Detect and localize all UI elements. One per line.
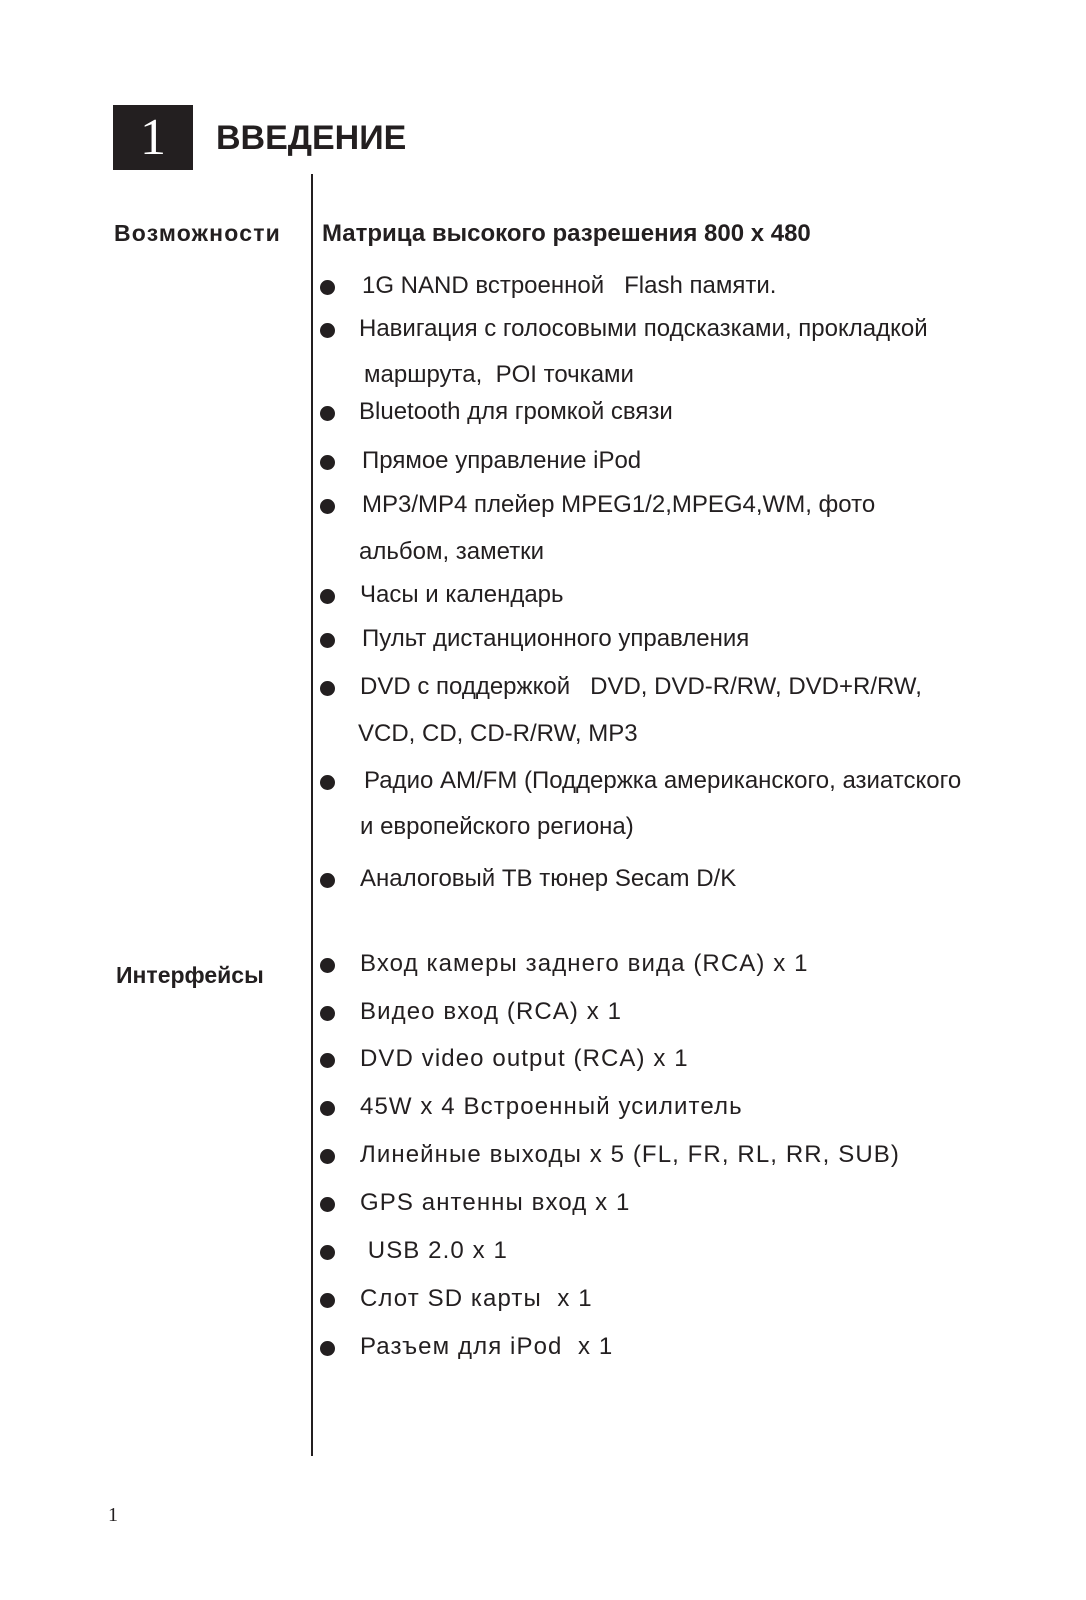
interface-item-text: Видео вход (RCA) x 1 [360,998,623,1025]
interface-item-text: DVD video output (RCA) x 1 [360,1045,689,1072]
interfaces-label: Интерфейсы [116,962,264,988]
features-label: Возможности [114,220,282,246]
bullet-icon [320,958,335,973]
feature-item-text-continued: и европейского региона) [360,813,634,840]
interface-item-text: Разъем для iPod x 1 [360,1333,614,1360]
bullet-icon [320,1006,335,1021]
bullet-icon [320,1245,335,1260]
interface-item-text: Вход камеры заднего вида (RCA) x 1 [360,950,809,977]
interface-item-text: GPS антенны вход x 1 [360,1189,631,1216]
feature-item-text-continued: маршрута, POI точками [364,361,634,388]
feature-item-text: Прямое управление iPod [362,447,642,474]
features-heading: Матрица высокого разрешения 800 x 480 [322,220,811,247]
bullet-icon [320,873,335,888]
bullet-icon [320,280,335,295]
interface-item-text: Слот SD карты x 1 [360,1285,593,1312]
chapter-number-box [113,105,193,170]
feature-item-text: 1G NAND встроенной Flash памяти. [362,272,777,299]
bullet-icon [320,455,335,470]
bullet-icon [320,1053,335,1068]
chapter-title: ВВЕДЕНИЕ [216,119,407,157]
section-divider-line [311,174,313,1456]
bullet-icon [320,1101,335,1116]
feature-item-text: Bluetooth для громкой связи [359,398,673,425]
interface-item-text: Линейные выходы x 5 (FL, FR, RL, RR, SUB) [360,1141,900,1168]
bullet-icon [320,499,335,514]
bullet-icon [320,323,335,338]
bullet-icon [320,1197,335,1212]
interface-item-text: USB 2.0 x 1 [360,1237,508,1264]
feature-item-text-continued: альбом, заметки [359,538,545,565]
bullet-icon [320,1341,335,1356]
feature-item-text: Часы и календарь [360,581,564,608]
feature-item-text: Пульт дистанционного управления [362,625,750,652]
page-number: 1 [108,1504,118,1526]
bullet-icon [320,1293,335,1308]
feature-item-text: Навигация с голосовыми подсказками, прокладкой [359,315,928,342]
bullet-icon [320,1149,335,1164]
chapter-number: 1 [140,109,166,166]
bullet-icon [320,775,335,790]
bullet-icon [320,589,335,604]
feature-item-text: DVD с поддержкой DVD, DVD-R/RW, DVD+R/RW, [360,673,922,700]
feature-item-text: Аналоговый ТВ тюнер Secam D/K [360,865,737,892]
bullet-icon [320,681,335,696]
feature-item-text: MP3/MP4 плейер MPEG1/2,MPEG4,WM, фото [362,491,876,518]
feature-item-text-continued: VCD, CD, CD-R/RW, MP3 [358,720,638,747]
feature-item-text: Радио AM/FM (Поддержка американского, азиатского [364,767,962,794]
interface-item-text: 45W x 4 Встроенный усилитель [360,1093,743,1120]
bullet-icon [320,406,335,421]
bullet-icon [320,633,335,648]
